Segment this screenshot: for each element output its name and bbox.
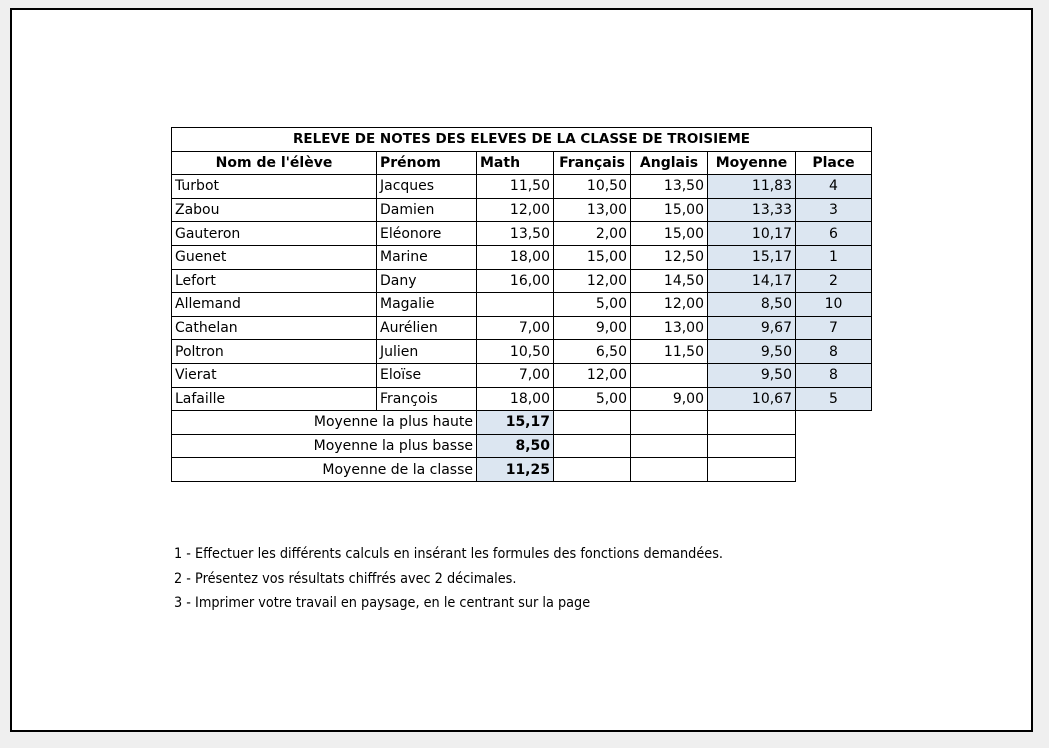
header-anglais: Anglais	[631, 151, 708, 175]
cell-francais[interactable]: 12,00	[554, 269, 631, 293]
grades-table	[171, 127, 872, 482]
summary-label: Moyenne de la classe	[172, 458, 477, 482]
cell-anglais[interactable]: 13,50	[631, 175, 708, 199]
instruction-1: 1 - Effectuer les différents calculs en insérant les formules des fonctions demandées.	[174, 546, 724, 562]
cell-place[interactable]: 3	[796, 198, 872, 222]
cell-anglais[interactable]: 14,50	[631, 269, 708, 293]
table-row	[172, 269, 872, 293]
empty-cell[interactable]	[554, 458, 631, 482]
cell-nom[interactable]: Guenet	[172, 245, 377, 269]
table-row	[172, 387, 872, 411]
empty-cell[interactable]	[554, 411, 631, 435]
cell-math[interactable]: 13,50	[477, 222, 554, 246]
summary-label: Moyenne la plus haute	[172, 411, 477, 435]
cell-nom[interactable]: Poltron	[172, 340, 377, 364]
summary-row	[172, 458, 872, 482]
cell-moyenne[interactable]: 10,17	[708, 222, 796, 246]
cell-francais[interactable]: 6,50	[554, 340, 631, 364]
header-place: Place	[796, 151, 872, 175]
cell-moyenne[interactable]: 9,50	[708, 363, 796, 387]
table-row	[172, 198, 872, 222]
table-title: RELEVE DE NOTES DES ELEVES DE LA CLASSE DE TROISIEME	[172, 128, 872, 152]
cell-prenom[interactable]: Julien	[377, 340, 477, 364]
cell-anglais[interactable]: 11,50	[631, 340, 708, 364]
empty-cell[interactable]	[554, 434, 631, 458]
cell-nom[interactable]: Turbot	[172, 175, 377, 199]
cell-place[interactable]: 10	[796, 293, 872, 317]
cell-place[interactable]: 6	[796, 222, 872, 246]
table-row	[172, 293, 872, 317]
cell-francais[interactable]: 13,00	[554, 198, 631, 222]
cell-place[interactable]: 7	[796, 316, 872, 340]
summary-label: Moyenne la plus basse	[172, 434, 477, 458]
header-row	[172, 151, 872, 175]
cell-moyenne[interactable]: 9,67	[708, 316, 796, 340]
cell-nom[interactable]: Lefort	[172, 269, 377, 293]
header-francais: Français	[554, 151, 631, 175]
cell-anglais[interactable]: 15,00	[631, 222, 708, 246]
header-nom: Nom de l'élève	[172, 151, 377, 175]
summary-value[interactable]: 15,17	[477, 411, 554, 435]
cell-place[interactable]: 8	[796, 340, 872, 364]
cell-math[interactable]: 7,00	[477, 363, 554, 387]
cell-nom[interactable]: Gauteron	[172, 222, 377, 246]
cell-math[interactable]: 10,50	[477, 340, 554, 364]
empty-cell[interactable]	[631, 434, 708, 458]
cell-nom[interactable]: Vierat	[172, 363, 377, 387]
cell-moyenne[interactable]: 15,17	[708, 245, 796, 269]
summary-row	[172, 411, 872, 435]
cell-prenom[interactable]: Jacques	[377, 175, 477, 199]
cell-math[interactable]: 16,00	[477, 269, 554, 293]
empty-cell[interactable]	[708, 411, 796, 435]
summary-row	[172, 434, 872, 458]
cell-anglais[interactable]: 13,00	[631, 316, 708, 340]
cell-anglais[interactable]: 9,00	[631, 387, 708, 411]
cell-math[interactable]: 12,00	[477, 198, 554, 222]
cell-math[interactable]: 18,00	[477, 245, 554, 269]
cell-prenom[interactable]: Magalie	[377, 293, 477, 317]
cell-prenom[interactable]: Eloïse	[377, 363, 477, 387]
cell-anglais[interactable]: 15,00	[631, 198, 708, 222]
instructions	[174, 542, 723, 616]
blank-area	[796, 434, 872, 458]
table-row	[172, 175, 872, 199]
header-math: Math	[477, 151, 554, 175]
cell-francais[interactable]: 2,00	[554, 222, 631, 246]
header-prenom: Prénom	[377, 151, 477, 175]
blank-area	[796, 411, 872, 435]
cell-nom[interactable]: Cathelan	[172, 316, 377, 340]
table-row	[172, 340, 872, 364]
cell-francais[interactable]: 5,00	[554, 293, 631, 317]
cell-moyenne[interactable]: 10,67	[708, 387, 796, 411]
cell-prenom[interactable]: Eléonore	[377, 222, 477, 246]
cell-place[interactable]: 4	[796, 175, 872, 199]
cell-math[interactable]: 7,00	[477, 316, 554, 340]
empty-cell[interactable]	[631, 411, 708, 435]
empty-cell[interactable]	[708, 434, 796, 458]
cell-place[interactable]: 1	[796, 245, 872, 269]
cell-nom[interactable]: Lafaille	[172, 387, 377, 411]
cell-moyenne[interactable]: 8,50	[708, 293, 796, 317]
table-row	[172, 222, 872, 246]
print-preview-page	[10, 8, 1033, 732]
title-row	[172, 128, 872, 152]
cell-prenom[interactable]: Marine	[377, 245, 477, 269]
cell-prenom[interactable]: Dany	[377, 269, 477, 293]
instruction-3: 3 - Imprimer votre travail en paysage, en le centrant sur la page	[174, 595, 591, 611]
cell-prenom[interactable]: Aurélien	[377, 316, 477, 340]
table-row	[172, 316, 872, 340]
cell-francais[interactable]: 5,00	[554, 387, 631, 411]
cell-moyenne[interactable]: 13,33	[708, 198, 796, 222]
cell-francais[interactable]: 9,00	[554, 316, 631, 340]
table-row	[172, 363, 872, 387]
summary-value[interactable]: 8,50	[477, 434, 554, 458]
cell-moyenne[interactable]: 11,83	[708, 175, 796, 199]
cell-francais[interactable]: 12,00	[554, 363, 631, 387]
cell-place[interactable]: 8	[796, 363, 872, 387]
cell-place[interactable]: 2	[796, 269, 872, 293]
table-row	[172, 245, 872, 269]
cell-nom[interactable]: Allemand	[172, 293, 377, 317]
cell-nom[interactable]: Zabou	[172, 198, 377, 222]
cell-place[interactable]: 5	[796, 387, 872, 411]
empty-cell[interactable]	[631, 458, 708, 482]
cell-francais[interactable]: 15,00	[554, 245, 631, 269]
cell-moyenne[interactable]: 9,50	[708, 340, 796, 364]
cell-prenom[interactable]: François	[377, 387, 477, 411]
cell-anglais[interactable]: 12,00	[631, 293, 708, 317]
cell-math[interactable]	[477, 293, 554, 317]
cell-anglais[interactable]: 12,50	[631, 245, 708, 269]
instruction-2: 2 - Présentez vos résultats chiffrés avec 2 décimales.	[174, 570, 517, 587]
cell-francais[interactable]: 10,50	[554, 175, 631, 199]
cell-math[interactable]: 18,00	[477, 387, 554, 411]
cell-moyenne[interactable]: 14,17	[708, 269, 796, 293]
empty-cell[interactable]	[708, 458, 796, 482]
header-moyenne: Moyenne	[708, 151, 796, 175]
cell-anglais[interactable]	[631, 363, 708, 387]
cell-math[interactable]: 11,50	[477, 175, 554, 199]
blank-area	[796, 458, 872, 482]
summary-value[interactable]: 11,25	[477, 458, 554, 482]
cell-prenom[interactable]: Damien	[377, 198, 477, 222]
